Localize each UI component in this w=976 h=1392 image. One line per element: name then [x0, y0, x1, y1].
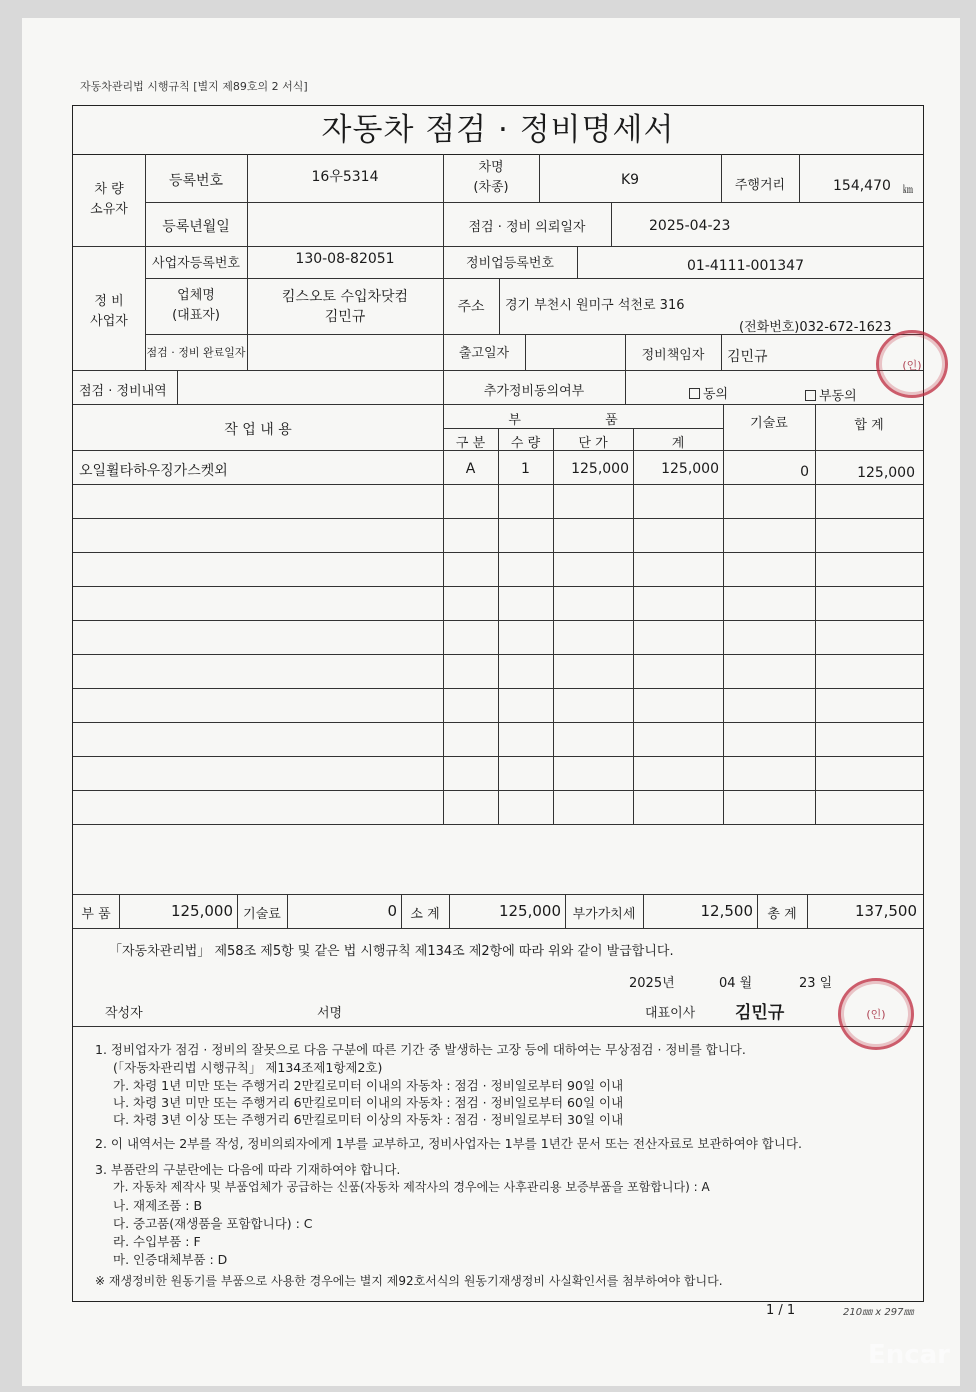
sum-labor-value: 0 — [387, 902, 397, 920]
ceo-seal-text: (인) — [866, 1008, 886, 1022]
model-value: K9 — [620, 172, 640, 188]
qty-cell: 1 — [521, 461, 530, 477]
agree-checkbox — [689, 388, 700, 399]
total-cell: 125,000 — [857, 465, 915, 481]
complete-date-label: 점검 · 정비 완료일자 — [146, 346, 246, 359]
note-1-a: 가. 차령 1년 미만 또는 주행거리 2만킬로미터 이내의 자동차 : 점검 · 정비일로부터 90일 이내 — [113, 1078, 624, 1093]
note-3-a: 가. 자동차 제작사 및 부품업체가 공급하는 신품(자동차 제작사의 경우에는 사후관리용 보증부품을 포함합니다) : A — [113, 1180, 710, 1194]
consent-label: 추가정비동의여부 — [483, 384, 585, 399]
phone-value: (전화번호)032-672-1623 — [739, 320, 892, 335]
mileage-value: 154,470 — [833, 178, 891, 194]
issue-year: 2025년 — [629, 976, 675, 991]
unit-price-header: 단 가 — [578, 436, 608, 451]
disagree-checkbox — [805, 390, 816, 401]
issue-day: 23 일 — [799, 976, 833, 991]
note-3-b: 나. 재제조품 : B — [113, 1198, 203, 1213]
owner-section-label: 차 량 소유자 — [90, 182, 128, 217]
type-cell: A — [465, 461, 476, 477]
agree-option — [689, 383, 728, 402]
labor-header: 기술료 — [750, 416, 788, 431]
sum-subtotal-label: 소 계 — [410, 907, 440, 922]
address-value: 경기 부천시 원미구 석천로 316 — [505, 298, 685, 313]
sum-labor-label: 기술료 — [243, 907, 281, 922]
qty-header: 수 량 — [510, 436, 541, 451]
parts-header: 부 품 — [508, 413, 658, 428]
note-2: 2. 이 내역서는 2부를 작성, 정비의뢰자에게 1부를 교부하고, 정비사업자는 1부를 1년간 문서 또는 전산자료로 보관하여야 합니다. — [95, 1136, 802, 1151]
address-label: 주소 — [457, 299, 485, 315]
sum-vat-value: 12,500 — [700, 902, 753, 920]
note-3-d: 라. 수입부품 : F — [113, 1234, 201, 1249]
issue-statement: 「자동차관리법」 제58조 제5항 및 같은 법 시행규칙 제134조 제2항에 따라 위와 같이 발급합니다. — [109, 944, 674, 959]
sum-grand-value: 137,500 — [854, 902, 917, 920]
ceo-seal-stamp — [838, 978, 914, 1050]
note-1-ref: (「자동차관리법 시행규칙」 제134조제1항제2호) — [113, 1060, 383, 1075]
note-3-c: 다. 중고품(재생품을 포함합니다) : C — [113, 1216, 313, 1231]
company-name: 킴스오토 수입차닷컴 — [281, 289, 409, 305]
note-1-c: 다. 차령 3년 이상 또는 주행거리 6만킬로미터 이상의 자동차 : 점검 · 정비일로부터 30일 이내 — [113, 1112, 624, 1127]
ceo-label: 대표이사 — [645, 1006, 696, 1021]
biz-no-value: 130-08-82051 — [295, 251, 395, 267]
model-label: 차명 (차종) — [473, 160, 509, 195]
mileage-label: 주행거리 — [734, 178, 786, 193]
work-header: 작 업 내 용 — [224, 422, 292, 438]
request-date-value: 2025-04-23 — [649, 218, 731, 234]
representative-name: 김민규 — [324, 309, 366, 325]
sum-subtotal-value: 125,000 — [498, 902, 561, 920]
mileage-unit: ㎞ — [903, 185, 913, 196]
manager-label: 정비책임자 — [641, 348, 705, 363]
note-1-b: 나. 차령 3년 미만 또는 주행거리 6만킬로미터 이내의 자동차 : 점검 · 정비일로부터 60일 이내 — [113, 1095, 624, 1110]
unit-price-cell: 125,000 — [571, 461, 629, 477]
shop-seal-text: (인) — [902, 358, 922, 372]
disagree-option — [805, 385, 857, 404]
writer-label: 작성자 — [105, 1006, 143, 1021]
biz-no-label: 사업자등록번호 — [152, 256, 240, 271]
issue-month: 04 월 — [719, 976, 753, 991]
sum-parts-value: 125,000 — [170, 902, 233, 920]
manager-value: 김민규 — [727, 349, 768, 365]
details-label: 점검 · 정비내역 — [79, 384, 167, 399]
labor-cell: 0 — [800, 464, 809, 480]
reg-no-label: 등록번호 — [168, 173, 224, 189]
document-title: 자동차 점검 · 정비명세서 — [73, 106, 923, 155]
watermark: Encar — [867, 1340, 950, 1370]
subtotal-cell: 125,000 — [661, 461, 719, 477]
sum-vat-label: 부가가치세 — [572, 907, 636, 922]
page-number: 1 / 1 — [766, 1303, 796, 1318]
paper-size: 210㎜ x 297㎜ — [843, 1307, 914, 1318]
sum-parts-label: 부 품 — [81, 907, 111, 922]
disagree-label: 부동의 — [819, 389, 857, 404]
note-1: 1. 정비업자가 점검 · 정비의 잘못으로 다음 구분에 따른 기간 중 발생하는 고장 등에 대하여는 무상점검 · 정비를 합니다. — [95, 1042, 746, 1057]
shop-seal-stamp — [876, 330, 948, 398]
type-header: 구 분 — [455, 436, 486, 451]
request-date-label: 점검 · 정비 의뢰일자 — [468, 220, 586, 235]
agree-label: 동의 — [703, 387, 729, 402]
form-reference: 자동차관리법 시행규칙 [별지 제89호의 2 서식] — [80, 80, 308, 93]
reg-date-label: 등록년월일 — [162, 219, 230, 235]
total-header: 합 계 — [854, 418, 884, 433]
release-date-label: 출고일자 — [458, 346, 510, 361]
ceo-name: 김민규 — [735, 1003, 785, 1023]
sign-label: 서명 — [317, 1006, 343, 1021]
subtotal-header: 계 — [671, 436, 685, 451]
sum-grand-label: 총 계 — [767, 907, 797, 922]
note-3-e: 마. 인증대체부품 : D — [113, 1252, 228, 1267]
note-remark: ※ 재생정비한 원동기를 부품으로 사용한 경우에는 별지 제92호서식의 원동기재생정비 사실확인서를 첨부하여야 합니다. — [95, 1274, 723, 1288]
shop-section-label: 정 비 사업자 — [90, 294, 128, 329]
reg-no-value: 16우5314 — [311, 169, 379, 185]
company-label: 업체명 (대표자) — [172, 288, 220, 323]
work-cell: 오일휠타하우징가스켓외 — [79, 463, 228, 479]
note-3: 3. 부품란의 구분란에는 다음에 따라 기재하여야 합니다. — [95, 1162, 401, 1177]
shop-reg-value: 01-4111-001347 — [687, 258, 804, 274]
shop-reg-label: 정비업등록번호 — [466, 256, 554, 271]
maintenance-statement-form — [72, 105, 924, 1302]
